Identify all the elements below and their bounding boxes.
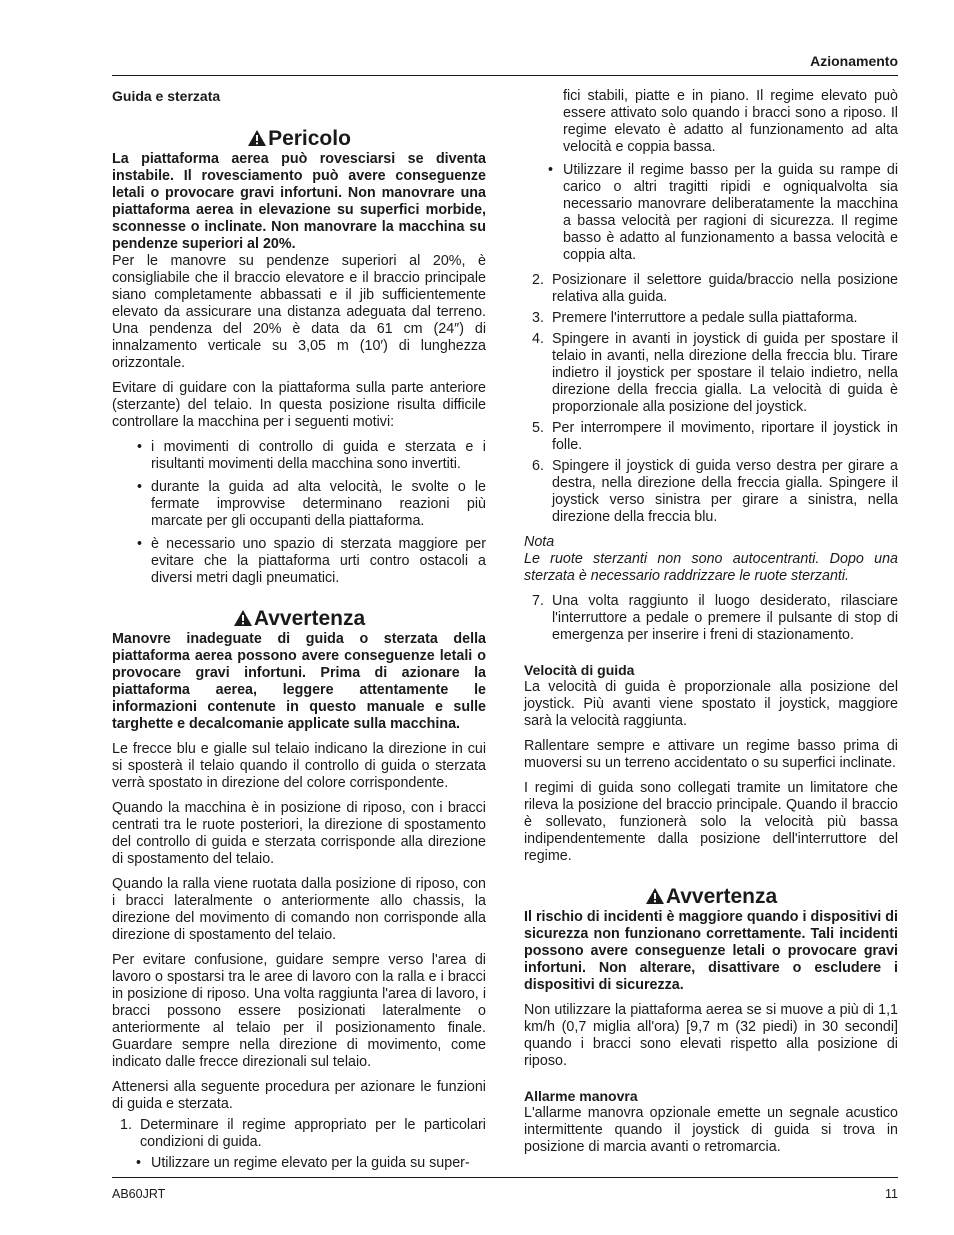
warning-title-text: Avvertenza [665, 885, 778, 908]
continued-text: fici stabili, piatte e in piano. Il regime elevato può essere attivato solo quando i bracci sono a riposo. Il regime elevato è adatto al funzionamento ad alta velocità e coppia bassa. [563, 88, 898, 155]
paragraph: Per le manovre su pendenze superiori al 20%, è consigliabile che il braccio elevatore e il braccio principale siano completamente abbassati e il jib sufficientemente elevato da assicurare una distanza adeguata dal terreno. Una pendenza del 20% è data da 61 cm (24″) di innalzamento verticale su 3,05 m (10′) di lunghezza orizzontale. [112, 253, 486, 371]
footer-rule [112, 1177, 898, 1178]
paragraph: I regimi di guida sono collegati tramite un limitatore che rileva la posizione del braccio principale. Quando il braccio è sollevato, funzionerà solo la velocità più bassa indipendentemente dalla posizione dell'interruttore del regime. [524, 780, 898, 864]
paragraph: Non utilizzare la piattaforma aerea se si muove a più di 1,1 km/h (0,7 miglia all'ora) [9,7 m (32 piedi) in 30 secondi] quando i bracci sono elevati rispetto alla posizione di riposo. [524, 1002, 898, 1069]
list-item [524, 272, 898, 306]
list-item [524, 310, 898, 327]
list-item [524, 420, 898, 454]
reasons-list [112, 439, 486, 587]
danger-title [112, 127, 486, 151]
step-text: Posizionare il selettore guida/braccio nella posizione relativa alla guida. [552, 272, 898, 305]
step-number: 6. [532, 458, 544, 474]
warning-text: Il rischio di incidenti è maggiore quando i dispositivi di sicurezza non funzionano correttamente. Tali incidenti possono avere conseguenze letali o provocare gravi infortuni. Non alterare, disattivare o escludere i dispositivi di sicurezza. [524, 909, 898, 993]
step-text: Per interrompere il movimento, riportare il joystick in folle. [552, 420, 898, 453]
paragraph: Per evitare confusione, guidare sempre verso l'area di lavoro o spostarsi tra le aree di lavoro con la ralla e i bracci in posizione di riposo. Una volta raggiunta l'area di lavoro, i bracci possono essere posizionati lateralmente o anteriormente al telaio per il posizionamento finale. Guardare sempre nella direzione di movimento, come indicato dalle frecce direzionali sul telaio. [112, 952, 486, 1070]
list-item [524, 458, 898, 526]
list-item: • Utilizzare il regime basso per la guida su rampe di carico o altri tragitti ripidi e ogniqualvolta sia necessario manovrare deliberatamente la macchina a bassa velocità per ragioni di sicurezza. Il regime basso è adatto al funzionamento a bassa velocità e coppia alta. [524, 162, 898, 264]
paragraph: Quando la ralla viene ruotata dalla posizione di riposo, con i bracci lateralmente o anteriormente allo chassis, la direzione del movimento di comando non corrisponde alla direzione di spostamento del telaio. [112, 876, 486, 943]
step-text: Determinare il regime appropriato per le particolari condizioni di guida. [140, 1117, 486, 1150]
section-header: Azionamento [810, 53, 898, 69]
paragraph: Attenersi alla seguente procedura per azionare le funzioni di guida e sterzata. [112, 1079, 486, 1112]
list-item [524, 593, 898, 644]
list-item: • è necessario uno spazio di sterzata maggiore per evitare che la piattaforma urti contro ostacoli a diversi metri dagli pneumatici. [112, 536, 486, 587]
steps-list [112, 1117, 486, 1151]
step-number: 5. [532, 420, 544, 436]
list-item [524, 331, 898, 416]
paragraph: L'allarme manovra opzionale emette un segnale acustico intermittente quando il joystick di guida si trova in posizione di marcia avanti o retromarcia. [524, 1105, 898, 1155]
steps-list [524, 272, 898, 526]
danger-title-text: Pericolo [268, 127, 351, 150]
paragraph: Le frecce blu e gialle sul telaio indicano la direzione in cui si sposterà il telaio quando il controllo di guida o sterzata verrà spostato in direzione del colore corrispondente. [112, 741, 486, 791]
warning-title [112, 607, 486, 631]
step-number: 4. [532, 331, 544, 347]
steps-list [524, 593, 898, 644]
paragraph: Quando la macchina è in posizione di riposo, con i bracci centrati tra le ruote posteriori, la direzione di spostamento del controllo di guida e sterzata corrisponde alla direzione di spostamento del telaio. [112, 800, 486, 867]
paragraph: La velocità di guida è proporzionale alla posizione del joystick. Più avanti viene spostato il joystick, maggiore sarà la velocità raggiunta. [524, 679, 898, 729]
step-number: 3. [532, 310, 544, 326]
warning-title [524, 885, 898, 909]
step-number: 2. [532, 272, 544, 288]
paragraph: Rallentare sempre e attivare un regime basso prima di muoversi su un terreno accidentato o su superfici inclinate. [524, 738, 898, 771]
header-rule [112, 75, 898, 76]
regime-list [524, 162, 898, 264]
step-number: 7. [532, 593, 544, 609]
regime-list [112, 1155, 486, 1172]
note-label: Nota [524, 534, 555, 550]
left-column [112, 88, 486, 1180]
step-text: Spingere il joystick di guida verso destra per girare a destra, nella direzione della freccia gialla. Spingere il joystick verso sinistra per girare a sinistra, nella direzione della freccia blu. [552, 458, 898, 525]
step-text: Premere l'interruttore a pedale sulla piattaforma. [552, 310, 858, 326]
page-number: 11 [885, 1187, 898, 1201]
list-item [112, 1117, 486, 1151]
list-item: • i movimenti di controllo di guida e sterzata e i risultanti movimenti della macchina sono invertiti. [112, 439, 486, 473]
warning-triangle-icon [645, 887, 665, 905]
danger-text: La piattaforma aerea può rovesciarsi se diventa instabile. Il rovesciamento può avere conseguenze letali o provocare gravi infortuni. Non manovrare una piattaforma aerea in elevazione su superfici morbide, sconnesse o inclinate. Non manovrare la macchina su pendenze superiori al 20%. [112, 151, 486, 252]
footer-model: AB60JRT [112, 1187, 166, 1201]
warning-triangle-icon [247, 129, 267, 147]
heading-velocita-guida: Velocità di guida [524, 662, 635, 678]
warning-title-text: Avvertenza [253, 607, 366, 630]
warning-triangle-icon [233, 609, 253, 627]
paragraph: Evitare di guidare con la piattaforma sulla parte anteriore (sterzante) del telaio. In questa posizione risulta difficile controllare la macchina per i seguenti motivi: [112, 380, 486, 430]
list-item: • Utilizzare un regime elevato per la guida su super- [112, 1155, 486, 1172]
heading-allarme-manovra: Allarme manovra [524, 1088, 638, 1104]
step-text: Una volta raggiunto il luogo desiderato, rilasciare l'interruttore a pedale o premere il pulsante di stop di emergenza per inserire i freni di stazionamento. [552, 593, 898, 643]
note-text: Le ruote sterzanti non sono autocentranti. Dopo una sterzata è necessario raddrizzare le ruote sterzanti. [524, 551, 898, 584]
heading-guida-sterzata: Guida e sterzata [112, 88, 221, 104]
right-column [524, 88, 898, 1164]
step-text: Spingere in avanti in joystick di guida per spostare il telaio in avanti, nella direzione della freccia blu. Tirare indietro il joystick per spostare il telaio indietro, nella direzione della freccia gialla. La velocità di guida è proporzionale alla posizione del joystick. [552, 331, 898, 415]
list-item: • durante la guida ad alta velocità, le svolte o le fermate improvvise determinano reazioni più marcate per gli occupanti della piattaforma. [112, 479, 486, 530]
step-number: 1. [120, 1117, 132, 1133]
warning-text: Manovre inadeguate di guida o sterzata della piattaforma aerea possono avere conseguenze letali o provocare gravi infortuni. Prima di azionare la piattaforma aerea, leggere attentamente le informazioni contenute in questo manuale e sulle targhette e decalcomanie applicate sulla macchina. [112, 631, 486, 732]
